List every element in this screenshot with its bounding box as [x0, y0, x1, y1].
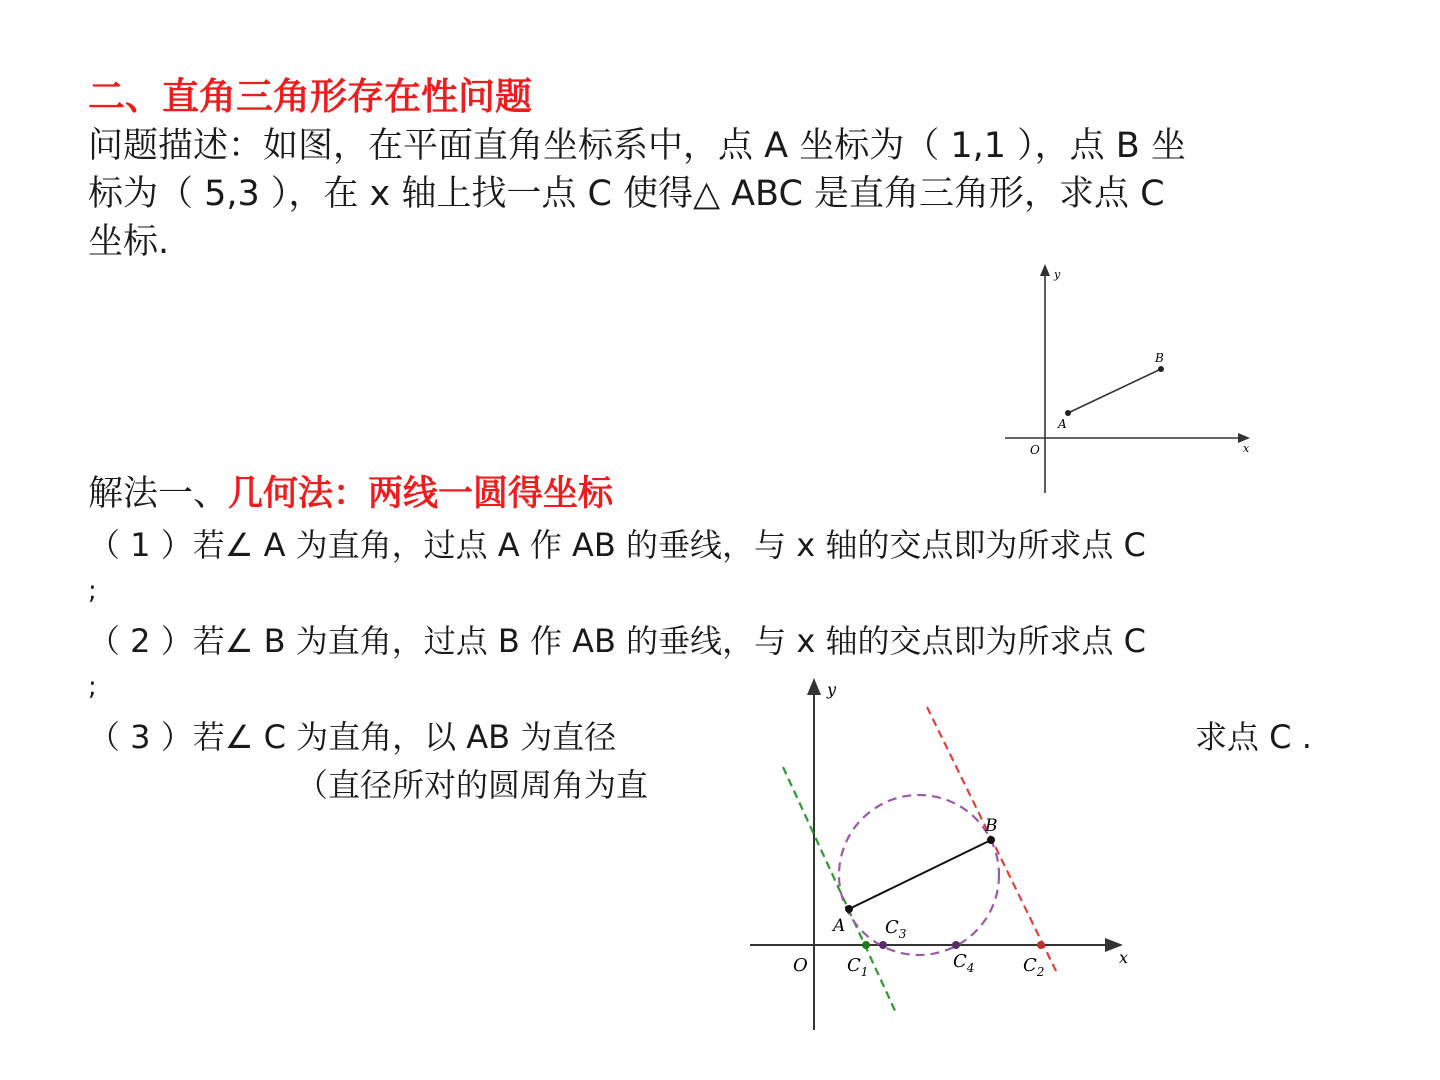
figure1-y-arrow	[1040, 264, 1050, 276]
solution-step-1-semicolon: ;	[88, 576, 97, 606]
figure2-c3-label: $C_3$	[885, 917, 907, 941]
figure2-c1-label: $C_1$	[847, 955, 869, 979]
solution-step-3-tail: 求点 C .	[1195, 718, 1312, 756]
figure2-point-c2	[1037, 941, 1045, 949]
figure1-segment-ab	[1068, 369, 1161, 413]
figure1-point-b	[1158, 366, 1164, 372]
figure2-a-label: A	[833, 916, 846, 936]
solution-step-2: （ 2 ）若∠ B 为直角，过点 B 作 AB 的垂线，与 x 轴的交点即为所求点 C	[88, 622, 1146, 660]
figure2-background	[745, 675, 1160, 1050]
solution-step-3: （ 3 ）若∠ C 为直角，以 AB 为直径	[88, 718, 617, 756]
solution-note: （直径所对的圆周角为直	[296, 766, 649, 804]
figure2-point-a	[845, 905, 853, 913]
problem-line-3: 坐标.	[88, 222, 170, 262]
figure1-a-label: A	[1058, 417, 1067, 431]
solution-step-2-semicolon: ;	[88, 672, 97, 702]
section-title: 二、直角三角形存在性问题	[88, 75, 532, 118]
figure2-c4-label: $C_4$	[953, 951, 975, 975]
figure2-point-c4	[952, 941, 960, 949]
figure2-b-label: B	[985, 816, 998, 836]
figure2-y-label: y	[827, 680, 837, 699]
solution-prefix: 解法一、	[88, 474, 229, 514]
figure1-x-label: x	[1243, 442, 1250, 455]
figure2-c2-label: $C_2$	[1023, 955, 1045, 979]
problem-line-2: 标为（ 5,3 ），在 x 轴上找一点 C 使得△ ABC 是直角三角形，求点 C	[88, 174, 1165, 214]
figure-problem-coordinate-plane	[995, 258, 1260, 498]
figure1-point-a	[1065, 410, 1071, 416]
figure1-b-label: B	[1155, 351, 1164, 365]
figure1-origin-label: O	[1030, 443, 1040, 457]
figure1-y-label: y	[1054, 268, 1061, 281]
figure-solution-diagram	[745, 675, 1160, 1050]
solution-step-1: （ 1 ）若∠ A 为直角，过点 A 作 AB 的垂线，与 x 轴的交点即为所求点 C	[88, 526, 1146, 564]
figure2-origin-label: O	[793, 955, 808, 976]
figure2-point-c3	[879, 941, 887, 949]
solution-method: 几何法：两线一圆得坐标	[228, 474, 614, 514]
figure2-x-label: x	[1119, 948, 1129, 967]
problem-line-1: 问题描述：如图，在平面直角坐标系中，点 A 坐标为（ 1,1 ），点 B 坐	[88, 126, 1186, 166]
figure2-point-c1	[862, 941, 870, 949]
figure2-point-b	[987, 836, 995, 844]
solution-heading	[88, 466, 613, 516]
